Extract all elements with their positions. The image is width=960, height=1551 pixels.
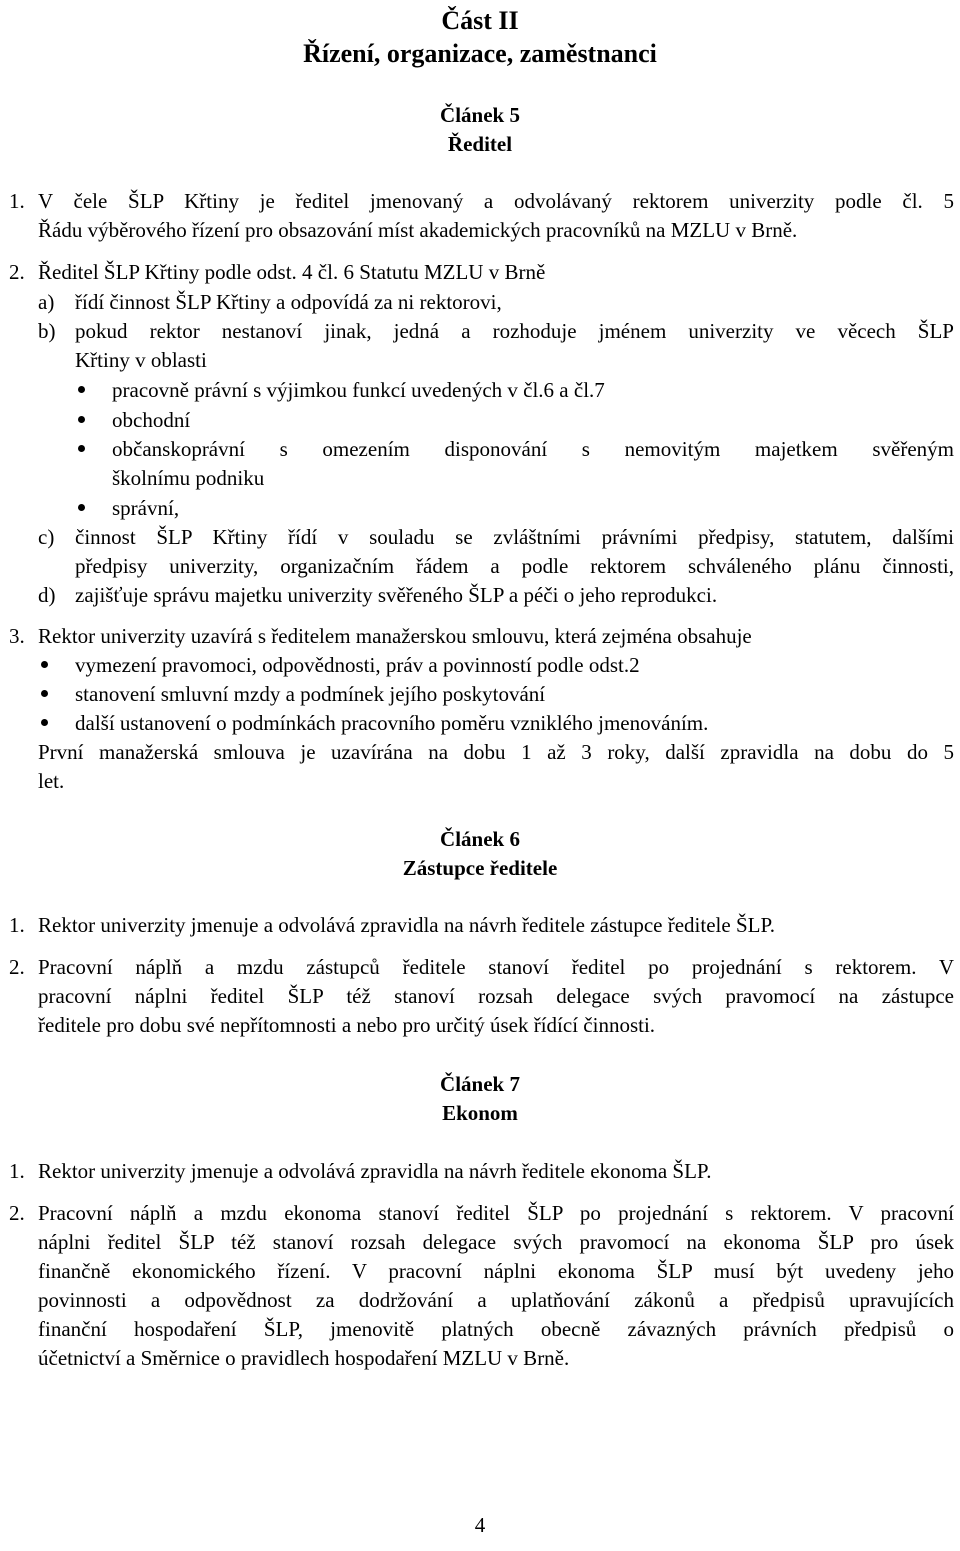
- paragraph-line: Řádu výběrového řízení pro obsazování míst akademických pracovníků na MZLU v Brně.: [38, 218, 798, 242]
- paragraph-line: Pracovní náplň a mzdu ekonoma stanoví ředitel ŠLP po projednání s rektorem. V pracovní: [38, 1201, 954, 1225]
- article-5-heading: Článek 5: [440, 103, 520, 127]
- item-text: pokud rektor nestanoví jinak, jedná a rozhoduje jménem univerzity ve věcech ŠLP: [75, 319, 954, 343]
- paragraph-number: 1.: [9, 189, 25, 213]
- paragraph-line: finančně ekonomického řízení. V pracovní náplni ekonoma ŠLP musí být uvedeny jeho: [38, 1259, 954, 1283]
- article-7-subheading: Ekonom: [442, 1101, 518, 1125]
- item-text: předpisy univerzity, organizačním řádem a podle rektorem schváleného plánu činnosti,: [75, 554, 954, 578]
- paragraph-line: Rektor univerzity uzavírá s ředitelem manažerskou smlouvu, která zejména obsahuje: [38, 624, 752, 648]
- bullet: [78, 445, 85, 452]
- article-7-heading: Článek 7: [440, 1072, 520, 1096]
- page-number: 4: [474, 1513, 486, 1537]
- paragraph-line: První manažerská smlouva je uzavírána na dobu 1 až 3 roky, další zpravidla na dobu do 5: [38, 740, 954, 764]
- paragraph-line: Rektor univerzity jmenuje a odvolává zpravidla na návrh ředitele ekonoma ŠLP.: [38, 1159, 712, 1183]
- paragraph-line: účetnictví a Směrnice o pravidlech hospodaření MZLU v Brně.: [38, 1346, 570, 1370]
- item-text: Křtiny v oblasti: [75, 348, 207, 372]
- bullet: [78, 386, 85, 393]
- item-text: řídí činnost ŠLP Křtiny a odpovídá za ni rektorovi,: [75, 290, 502, 314]
- paragraph-number: 2.: [9, 955, 25, 979]
- paragraph-line: Rektor univerzity jmenuje a odvolává zpravidla na návrh ředitele zástupce ředitele ŠLP.: [38, 913, 776, 937]
- paragraph-line: pracovní náplni ředitel ŠLP též stanoví rozsah delegace svých pravomocí na zástupce: [38, 984, 954, 1008]
- paragraph-line: ředitele pro dobu své nepřítomnosti a nebo pro určitý úsek řídící činnosti.: [38, 1013, 656, 1037]
- bullet: [41, 661, 48, 668]
- paragraph-number: 1.: [9, 913, 25, 937]
- paragraph-number: 2.: [9, 1201, 25, 1225]
- list-item: správní,: [112, 496, 180, 520]
- article-6-subheading: Zástupce ředitele: [402, 856, 558, 880]
- list-item: obchodní: [112, 408, 191, 432]
- paragraph-line: povinnosti a odpovědnost za dodržování a uplatňování zákonů a předpisů upravujících: [38, 1288, 954, 1312]
- paragraph-number: 3.: [9, 624, 25, 648]
- item-label: a): [38, 290, 55, 314]
- list-item: další ustanovení o podmínkách pracovního poměru vzniklého jmenováním.: [75, 711, 709, 735]
- item-text: zajišťuje správu majetku univerzity svěřeného ŠLP a péči o jeho reprodukci.: [75, 583, 718, 607]
- paragraph-number: 2.: [9, 260, 25, 284]
- list-item: stanovení smluvní mzdy a podmínek jejího poskytování: [75, 682, 546, 706]
- paragraph-line: V čele ŠLP Křtiny je ředitel jmenovaný a odvolávaný rektorem univerzity podle čl. 5: [38, 189, 954, 213]
- bullet: [78, 504, 85, 511]
- paragraph-line: Pracovní náplň a mzdu zástupců ředitele stanoví ředitel po projednání s rektorem. V: [38, 955, 954, 979]
- bullet: [41, 719, 48, 726]
- list-item: vymezení pravomoci, odpovědnosti, práv a povinností podle odst.2: [75, 653, 640, 677]
- item-text: činnost ŠLP Křtiny řídí v souladu se zvláštními právními předpisy, statutem, dalšími: [75, 525, 954, 549]
- item-label: d): [38, 583, 56, 607]
- list-item: pracovně právní s výjimkou funkcí uvedených v čl.6 a čl.7: [112, 378, 605, 402]
- list-item: občanskoprávní s omezením disponování s nemovitým majetkem svěřeným: [112, 437, 954, 461]
- paragraph-line: let.: [38, 769, 65, 793]
- list-item: školnímu podniku: [112, 466, 265, 490]
- article-6-heading: Článek 6: [440, 827, 520, 851]
- paragraph-line: náplni ředitel ŠLP též stanoví rozsah delegace svých pravomocí na ekonoma ŠLP pro úsek: [38, 1230, 954, 1254]
- item-label: b): [38, 319, 56, 343]
- paragraph-line: Ředitel ŠLP Křtiny podle odst. 4 čl. 6 Statutu MZLU v Brně: [38, 260, 546, 284]
- paragraph-line: finanční hospodaření ŠLP, jmenovitě platných obecně závazných právních předpisů o: [38, 1317, 954, 1341]
- paragraph-number: 1.: [9, 1159, 25, 1183]
- article-5-subheading: Ředitel: [447, 132, 513, 156]
- part-title: Část II: [441, 6, 519, 35]
- bullet: [41, 690, 48, 697]
- part-subtitle: Řízení, organizace, zaměstnanci: [303, 39, 657, 68]
- item-label: c): [38, 525, 55, 549]
- bullet: [78, 416, 85, 423]
